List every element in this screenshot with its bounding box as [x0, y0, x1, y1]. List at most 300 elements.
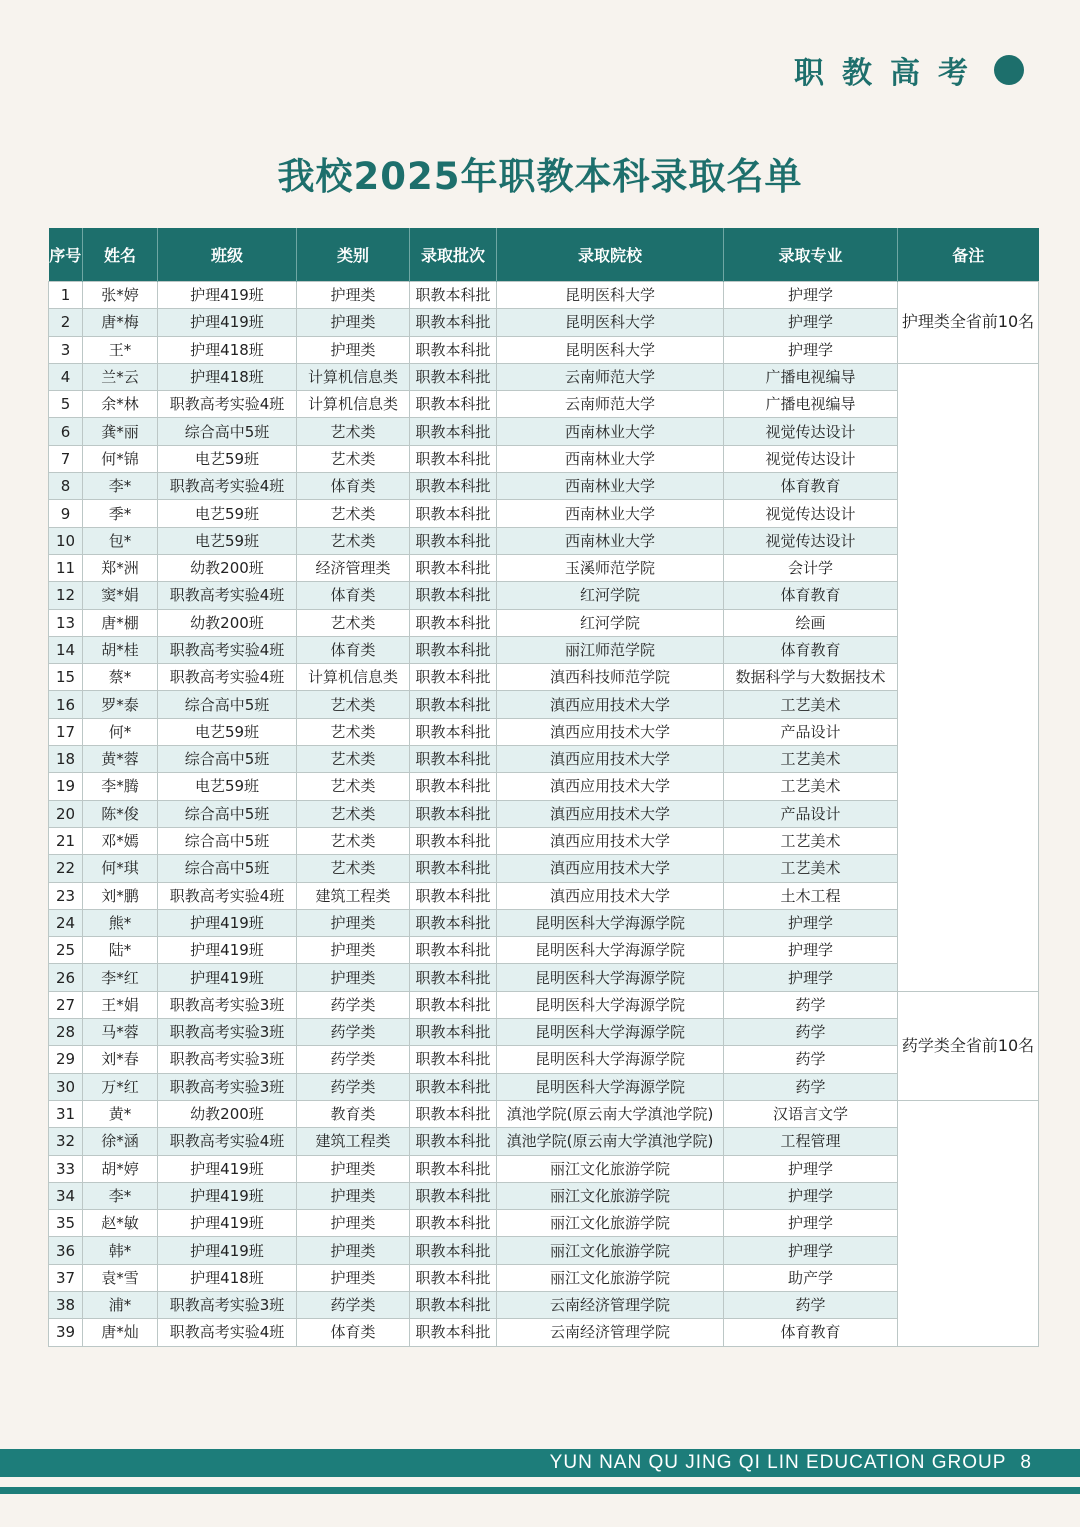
table-cell: 广播电视编导	[724, 363, 898, 390]
table-cell: 职教高考实验4班	[158, 1319, 297, 1346]
table-cell: 助产学	[724, 1264, 898, 1291]
table-cell: 数据科学与大数据技术	[724, 664, 898, 691]
table-cell: 15	[49, 664, 83, 691]
table-cell: 西南林业大学	[497, 527, 724, 554]
table-cell: 马*蓉	[83, 1019, 158, 1046]
table-row	[49, 691, 1039, 718]
table-cell: 艺术类	[297, 718, 410, 745]
table-cell: 王*娟	[83, 991, 158, 1018]
table-cell: 职教本科批	[410, 937, 497, 964]
table-cell: 昆明医科大学海源学院	[497, 991, 724, 1018]
table-cell: 2	[49, 309, 83, 336]
table-cell: 视觉传达设计	[724, 527, 898, 554]
table-cell: 职教本科批	[410, 527, 497, 554]
page-number: 8	[1020, 1452, 1032, 1473]
table-cell: 职教本科批	[410, 418, 497, 445]
table-cell: 昆明医科大学海源学院	[497, 1019, 724, 1046]
table-cell: 体育类	[297, 582, 410, 609]
table-cell: 护理类	[297, 937, 410, 964]
table-cell: 丽江文化旅游学院	[497, 1210, 724, 1237]
remark-cell: 护理类全省前10名	[898, 282, 1039, 364]
table-cell: 何*琪	[83, 855, 158, 882]
table-cell: 1	[49, 282, 83, 309]
table-row	[49, 855, 1039, 882]
table-cell: 浦*	[83, 1291, 158, 1318]
table-cell: 电艺59班	[158, 773, 297, 800]
table-row	[49, 827, 1039, 854]
table-cell: 视觉传达设计	[724, 418, 898, 445]
table-cell: 教育类	[297, 1100, 410, 1127]
table-cell: 职教本科批	[410, 636, 497, 663]
table-cell: 艺术类	[297, 746, 410, 773]
table-cell: 10	[49, 527, 83, 554]
table-cell: 护理学	[724, 1155, 898, 1182]
table-cell: 综合高中5班	[158, 691, 297, 718]
table-cell: 体育类	[297, 1319, 410, 1346]
table-row	[49, 1100, 1039, 1127]
table-cell: 药学类	[297, 991, 410, 1018]
table-row	[49, 1264, 1039, 1291]
table-row	[49, 609, 1039, 636]
table-cell: 护理学	[724, 1182, 898, 1209]
table-cell: 工艺美术	[724, 827, 898, 854]
table-cell: 护理类	[297, 1210, 410, 1237]
table-cell: 胡*桂	[83, 636, 158, 663]
table-cell: 职教本科批	[410, 1019, 497, 1046]
table-cell: 职教高考实验3班	[158, 1019, 297, 1046]
table-cell: 兰*云	[83, 363, 158, 390]
table-cell: 9	[49, 500, 83, 527]
table-cell: 红河学院	[497, 582, 724, 609]
table-cell: 职教本科批	[410, 363, 497, 390]
table-cell: 职教本科批	[410, 909, 497, 936]
table-cell: 西南林业大学	[497, 445, 724, 472]
table-cell: 昆明医科大学海源学院	[497, 937, 724, 964]
table-row	[49, 773, 1039, 800]
table-cell: 3	[49, 336, 83, 363]
table-cell: 汉语言文学	[724, 1100, 898, 1127]
table-cell: 产品设计	[724, 800, 898, 827]
table-cell: 综合高中5班	[158, 827, 297, 854]
table-cell: 35	[49, 1210, 83, 1237]
column-header: 类别	[297, 228, 410, 282]
table-cell: 李*	[83, 1182, 158, 1209]
table-cell: 昆明医科大学海源学院	[497, 1073, 724, 1100]
table-cell: 29	[49, 1046, 83, 1073]
table-cell: 李*红	[83, 964, 158, 991]
table-cell: 护理419班	[158, 282, 297, 309]
table-cell: 窦*娟	[83, 582, 158, 609]
table-cell: 职教高考实验4班	[158, 1128, 297, 1155]
table-cell: 艺术类	[297, 609, 410, 636]
table-cell: 综合高中5班	[158, 855, 297, 882]
table-cell: 体育教育	[724, 1319, 898, 1346]
table-cell: 护理学	[724, 909, 898, 936]
table-cell: 8	[49, 473, 83, 500]
table-cell: 黄*蓉	[83, 746, 158, 773]
table-cell: 职教本科批	[410, 336, 497, 363]
table-row	[49, 336, 1039, 363]
table-header-row	[49, 228, 1039, 282]
table-cell: 职教本科批	[410, 1100, 497, 1127]
table-row	[49, 1019, 1039, 1046]
table-cell: 计算机信息类	[297, 391, 410, 418]
table-cell: 护理419班	[158, 1210, 297, 1237]
table-cell: 21	[49, 827, 83, 854]
table-cell: 电艺59班	[158, 718, 297, 745]
table-cell: 职教本科批	[410, 1155, 497, 1182]
table-cell: 唐*棚	[83, 609, 158, 636]
table-cell: 职教高考实验3班	[158, 991, 297, 1018]
table-cell: 职教本科批	[410, 609, 497, 636]
table-cell: 28	[49, 1019, 83, 1046]
table-row	[49, 800, 1039, 827]
table-cell: 护理419班	[158, 1237, 297, 1264]
table-cell: 护理类	[297, 309, 410, 336]
table-cell: 药学	[724, 991, 898, 1018]
table-cell: 护理类	[297, 336, 410, 363]
column-header: 录取批次	[410, 228, 497, 282]
table-cell: 药学类	[297, 1073, 410, 1100]
table-cell: 护理419班	[158, 309, 297, 336]
table-row	[49, 882, 1039, 909]
table-cell: 20	[49, 800, 83, 827]
table-cell: 产品设计	[724, 718, 898, 745]
table-cell: 丽江文化旅游学院	[497, 1155, 724, 1182]
table-cell: 艺术类	[297, 855, 410, 882]
table-row	[49, 964, 1039, 991]
table-cell: 西南林业大学	[497, 418, 724, 445]
table-cell: 职教本科批	[410, 855, 497, 882]
table-cell: 艺术类	[297, 500, 410, 527]
table-cell: 云南师范大学	[497, 363, 724, 390]
table-row	[49, 309, 1039, 336]
table-cell: 职教本科批	[410, 1073, 497, 1100]
column-header: 备注	[898, 228, 1039, 282]
table-cell: 37	[49, 1264, 83, 1291]
table-cell: 龚*丽	[83, 418, 158, 445]
section-tag-text: 职教高考	[794, 56, 986, 91]
table-cell: 30	[49, 1073, 83, 1100]
table-row	[49, 1319, 1039, 1346]
table-row	[49, 445, 1039, 472]
table-cell: 罗*泰	[83, 691, 158, 718]
table-cell: 13	[49, 609, 83, 636]
table-cell: 护理类	[297, 964, 410, 991]
table-cell: 36	[49, 1237, 83, 1264]
column-header: 录取院校	[497, 228, 724, 282]
table-cell: 职教本科批	[410, 1210, 497, 1237]
table-cell: 39	[49, 1319, 83, 1346]
table-cell: 滇西应用技术大学	[497, 800, 724, 827]
table-cell: 工艺美术	[724, 691, 898, 718]
table-cell: 护理类	[297, 909, 410, 936]
table-cell: 护理418班	[158, 1264, 297, 1291]
admission-table	[48, 228, 1039, 1347]
table-cell: 职教高考实验4班	[158, 664, 297, 691]
table-cell: 护理419班	[158, 1182, 297, 1209]
section-tag	[794, 50, 1024, 90]
table-cell: 经济管理类	[297, 554, 410, 581]
table-cell: 38	[49, 1291, 83, 1318]
table-cell: 职教本科批	[410, 827, 497, 854]
table-cell: 包*	[83, 527, 158, 554]
table-row	[49, 664, 1039, 691]
table-cell: 昆明医科大学	[497, 336, 724, 363]
table-cell: 护理类	[297, 1155, 410, 1182]
table-row	[49, 991, 1039, 1018]
table-cell: 24	[49, 909, 83, 936]
table-cell: 昆明医科大学海源学院	[497, 1046, 724, 1073]
table-cell: 职教本科批	[410, 773, 497, 800]
table-cell: 16	[49, 691, 83, 718]
table-cell: 李*	[83, 473, 158, 500]
table-row	[49, 1073, 1039, 1100]
table-row	[49, 1155, 1039, 1182]
table-cell: 昆明医科大学海源学院	[497, 909, 724, 936]
table-cell: 建筑工程类	[297, 1128, 410, 1155]
table-row	[49, 363, 1039, 390]
table-cell: 电艺59班	[158, 527, 297, 554]
table-cell: 职教本科批	[410, 473, 497, 500]
table-row	[49, 554, 1039, 581]
table-cell: 职教本科批	[410, 746, 497, 773]
footer-org: YUN NAN QU JING QI LIN EDUCATION GROUP	[549, 1452, 1007, 1473]
table-cell: 护理419班	[158, 964, 297, 991]
table-cell: 会计学	[724, 554, 898, 581]
table-cell: 18	[49, 746, 83, 773]
table-cell: 护理学	[724, 937, 898, 964]
table-row	[49, 937, 1039, 964]
table-cell: 云南师范大学	[497, 391, 724, 418]
table-cell: 职教高考实验3班	[158, 1291, 297, 1318]
table-cell: 职教本科批	[410, 1237, 497, 1264]
table-cell: 职教高考实验4班	[158, 882, 297, 909]
table-cell: 职教高考实验4班	[158, 582, 297, 609]
table-cell: 陈*俊	[83, 800, 158, 827]
table-cell: 刘*鹏	[83, 882, 158, 909]
table-row	[49, 1046, 1039, 1073]
table-cell: 滇池学院(原云南大学滇池学院)	[497, 1128, 724, 1155]
table-cell: 徐*涵	[83, 1128, 158, 1155]
table-cell: 滇西应用技术大学	[497, 827, 724, 854]
table-cell: 刘*春	[83, 1046, 158, 1073]
table-row	[49, 418, 1039, 445]
table-cell: 云南经济管理学院	[497, 1291, 724, 1318]
table-cell: 滇西应用技术大学	[497, 855, 724, 882]
table-cell: 体育类	[297, 636, 410, 663]
table-cell: 何*锦	[83, 445, 158, 472]
table-cell: 25	[49, 937, 83, 964]
column-header: 录取专业	[724, 228, 898, 282]
table-cell: 韩*	[83, 1237, 158, 1264]
table-cell: 唐*灿	[83, 1319, 158, 1346]
table-cell: 19	[49, 773, 83, 800]
table-cell: 职教高考实验3班	[158, 1073, 297, 1100]
table-row	[49, 473, 1039, 500]
column-header: 序号	[49, 228, 83, 282]
table-cell: 药学类	[297, 1019, 410, 1046]
table-cell: 护理学	[724, 309, 898, 336]
table-row	[49, 582, 1039, 609]
remark-cell	[898, 363, 1039, 991]
table-cell: 职教本科批	[410, 1128, 497, 1155]
table-cell: 职教本科批	[410, 800, 497, 827]
table-cell: 体育教育	[724, 582, 898, 609]
table-cell: 33	[49, 1155, 83, 1182]
table-cell: 6	[49, 418, 83, 445]
table-row	[49, 1210, 1039, 1237]
table-cell: 丽江文化旅游学院	[497, 1182, 724, 1209]
table-cell: 丽江文化旅游学院	[497, 1237, 724, 1264]
table-cell: 唐*梅	[83, 309, 158, 336]
table-cell: 护理学	[724, 282, 898, 309]
table-cell: 职教本科批	[410, 882, 497, 909]
table-cell: 红河学院	[497, 609, 724, 636]
table-cell: 滇西应用技术大学	[497, 773, 724, 800]
table-cell: 视觉传达设计	[724, 445, 898, 472]
table-cell: 职教本科批	[410, 664, 497, 691]
table-cell: 幼教200班	[158, 1100, 297, 1127]
table-row	[49, 909, 1039, 936]
table-cell: 滇西科技师范学院	[497, 664, 724, 691]
table-cell: 艺术类	[297, 527, 410, 554]
table-cell: 季*	[83, 500, 158, 527]
table-cell: 工艺美术	[724, 746, 898, 773]
table-cell: 药学	[724, 1291, 898, 1318]
table-row	[49, 1237, 1039, 1264]
table-cell: 昆明医科大学海源学院	[497, 964, 724, 991]
table-row	[49, 636, 1039, 663]
table-cell: 体育教育	[724, 636, 898, 663]
table-cell: 综合高中5班	[158, 418, 297, 445]
table-cell: 护理类	[297, 1237, 410, 1264]
table-cell: 护理类	[297, 1264, 410, 1291]
table-cell: 云南经济管理学院	[497, 1319, 724, 1346]
table-cell: 7	[49, 445, 83, 472]
table-cell: 赵*敏	[83, 1210, 158, 1237]
table-cell: 职教高考实验4班	[158, 473, 297, 500]
table-cell: 职教高考实验4班	[158, 391, 297, 418]
table-row	[49, 1182, 1039, 1209]
table-cell: 护理418班	[158, 336, 297, 363]
table-cell: 12	[49, 582, 83, 609]
table-cell: 17	[49, 718, 83, 745]
table-cell: 滇西应用技术大学	[497, 882, 724, 909]
table-cell: 袁*雪	[83, 1264, 158, 1291]
table-cell: 计算机信息类	[297, 363, 410, 390]
table-cell: 艺术类	[297, 800, 410, 827]
table-cell: 绘画	[724, 609, 898, 636]
table-cell: 职教本科批	[410, 691, 497, 718]
table-cell: 陆*	[83, 937, 158, 964]
table-cell: 视觉传达设计	[724, 500, 898, 527]
table-row	[49, 718, 1039, 745]
table-cell: 护理学	[724, 1237, 898, 1264]
table-cell: 职教本科批	[410, 1046, 497, 1073]
table-cell: 护理419班	[158, 937, 297, 964]
table-cell: 27	[49, 991, 83, 1018]
table-cell: 职教本科批	[410, 1291, 497, 1318]
table-cell: 职教本科批	[410, 1264, 497, 1291]
table-cell: 综合高中5班	[158, 746, 297, 773]
table-cell: 药学	[724, 1073, 898, 1100]
table-cell: 护理类	[297, 282, 410, 309]
table-cell: 电艺59班	[158, 500, 297, 527]
table-cell: 5	[49, 391, 83, 418]
table-cell: 职教本科批	[410, 282, 497, 309]
table-cell: 职教高考实验4班	[158, 636, 297, 663]
table-cell: 职教本科批	[410, 309, 497, 336]
table-cell: 滇西应用技术大学	[497, 718, 724, 745]
table-cell: 幼教200班	[158, 609, 297, 636]
table-cell: 职教本科批	[410, 1182, 497, 1209]
remark-cell	[898, 1100, 1039, 1346]
remark-cell: 药学类全省前10名	[898, 991, 1039, 1100]
table-cell: 玉溪师范学院	[497, 554, 724, 581]
table-cell: 药学	[724, 1019, 898, 1046]
table-cell: 护理学	[724, 1210, 898, 1237]
table-cell: 32	[49, 1128, 83, 1155]
table-cell: 体育类	[297, 473, 410, 500]
table-cell: 黄*	[83, 1100, 158, 1127]
table-cell: 护理学	[724, 336, 898, 363]
table-row	[49, 1128, 1039, 1155]
table-cell: 护理学	[724, 964, 898, 991]
table-cell: 西南林业大学	[497, 500, 724, 527]
table-cell: 滇西应用技术大学	[497, 691, 724, 718]
table-cell: 建筑工程类	[297, 882, 410, 909]
table-row	[49, 282, 1039, 309]
table-cell: 艺术类	[297, 691, 410, 718]
table-cell: 职教本科批	[410, 964, 497, 991]
table-cell: 22	[49, 855, 83, 882]
table-cell: 护理419班	[158, 1155, 297, 1182]
table-cell: 药学	[724, 1046, 898, 1073]
dot-icon	[994, 55, 1024, 85]
table-cell: 郑*洲	[83, 554, 158, 581]
page-title: 我校2025年职教本科录取名单	[277, 155, 803, 198]
table-cell: 土木工程	[724, 882, 898, 909]
table-cell: 体育教育	[724, 473, 898, 500]
table-cell: 药学类	[297, 1291, 410, 1318]
table-cell: 31	[49, 1100, 83, 1127]
table-cell: 丽江文化旅游学院	[497, 1264, 724, 1291]
table-cell: 14	[49, 636, 83, 663]
table-cell: 余*林	[83, 391, 158, 418]
table-cell: 艺术类	[297, 445, 410, 472]
table-cell: 4	[49, 363, 83, 390]
table-cell: 艺术类	[297, 773, 410, 800]
table-cell: 职教本科批	[410, 718, 497, 745]
table-cell: 昆明医科大学	[497, 309, 724, 336]
table-cell: 护理418班	[158, 363, 297, 390]
table-cell: 职教本科批	[410, 445, 497, 472]
table-cell: 职教高考实验3班	[158, 1046, 297, 1073]
table-cell: 23	[49, 882, 83, 909]
table-cell: 邓*嫣	[83, 827, 158, 854]
table-cell: 艺术类	[297, 827, 410, 854]
table-cell: 职教本科批	[410, 391, 497, 418]
table-cell: 电艺59班	[158, 445, 297, 472]
table-cell: 张*婷	[83, 282, 158, 309]
table-cell: 熊*	[83, 909, 158, 936]
table-cell: 蔡*	[83, 664, 158, 691]
table-cell: 综合高中5班	[158, 800, 297, 827]
table-row	[49, 500, 1039, 527]
table-cell: 滇西应用技术大学	[497, 746, 724, 773]
table-row	[49, 746, 1039, 773]
